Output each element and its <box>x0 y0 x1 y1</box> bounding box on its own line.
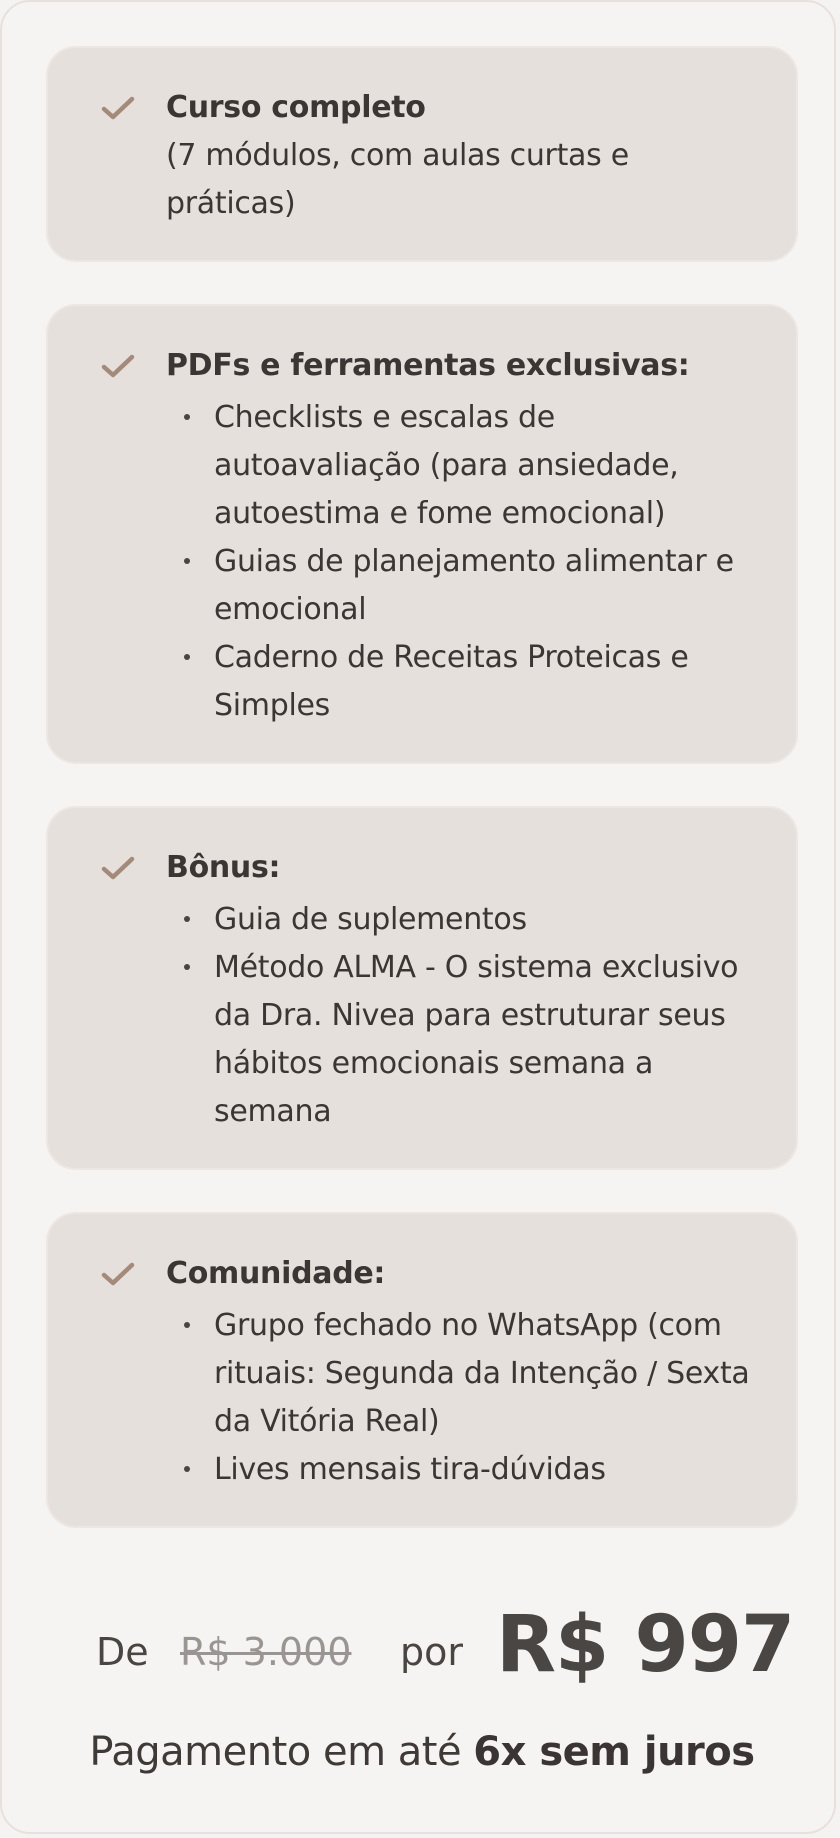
list-item-text: Checklists e escalas de autoavaliação (para ansiedade, autoestima e fome emocional) <box>214 400 679 531</box>
card-pdfs <box>46 304 798 764</box>
price-row <box>2 1600 840 1700</box>
check-icon <box>100 90 136 126</box>
bullet-dot <box>184 1322 190 1328</box>
bullet-list <box>214 394 744 730</box>
price-por-label: por <box>400 1630 463 1674</box>
list-item <box>214 944 764 1136</box>
list-item-text: Caderno de Receitas Proteicas e Simples <box>214 640 689 723</box>
list-item <box>214 896 764 944</box>
check-icon <box>100 850 136 886</box>
price-de-label: De <box>96 1630 149 1674</box>
payment-highlight: 6x sem juros <box>473 1729 755 1775</box>
payment-prefix: Pagamento em até <box>89 1729 474 1775</box>
card-title: Bônus: <box>166 850 281 885</box>
card-course <box>46 46 798 262</box>
bullet-dot <box>184 558 190 564</box>
bullet-dot <box>184 1466 190 1472</box>
bullet-dot <box>184 964 190 970</box>
card-community <box>46 1212 798 1528</box>
payment-terms <box>2 1729 840 1775</box>
new-price: R$ 997 <box>496 1600 795 1690</box>
list-item <box>214 1446 764 1494</box>
list-item-text: Guia de suplementos <box>214 902 527 937</box>
bullet-dot <box>184 916 190 922</box>
list-item-text: Grupo fechado no WhatsApp (com rituais: Segunda da Intenção / Sexta da Vitória Real) <box>214 1308 750 1439</box>
bullet-list <box>214 1302 764 1494</box>
bullet-list <box>214 896 764 1136</box>
card-title: Curso completo <box>166 90 426 125</box>
list-item-text: Guias de planejamento alimentar e emocional <box>214 544 734 627</box>
list-item-text: Método ALMA - O sistema exclusivo da Dra. Nivea para estruturar seus hábitos emocionais semana a semana <box>214 950 739 1129</box>
list-item <box>214 1302 764 1446</box>
card-title: PDFs e ferramentas exclusivas: <box>166 348 690 383</box>
card-bonus <box>46 806 798 1170</box>
card-title: Comunidade: <box>166 1256 386 1291</box>
check-icon <box>100 1256 136 1292</box>
old-price: R$ 3.000 <box>180 1630 352 1674</box>
list-item <box>214 538 744 634</box>
bullet-dot <box>184 414 190 420</box>
bullet-dot <box>184 654 190 660</box>
list-item <box>214 634 744 730</box>
list-item-text: Lives mensais tira-dúvidas <box>214 1452 606 1487</box>
list-item <box>214 394 744 538</box>
check-icon <box>100 348 136 384</box>
card-subtitle: (7 módulos, com aulas curtas e práticas) <box>166 138 629 221</box>
